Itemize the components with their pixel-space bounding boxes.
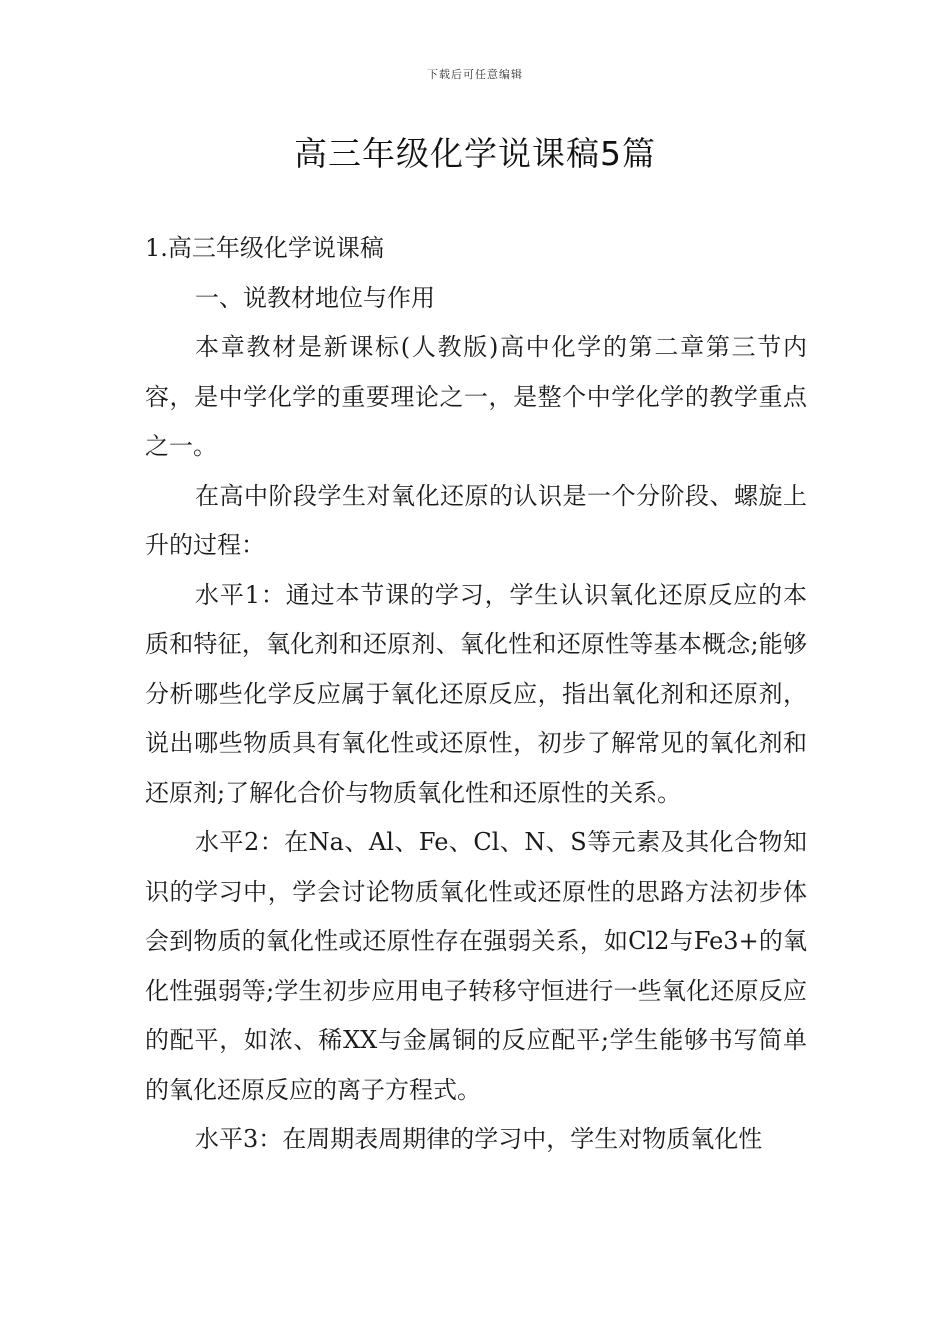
paragraph: 水平1：通过本节课的学习，学生认识氧化还原反应的本质和特征，氧化剂和还原剂、氧化性和还原性等基本概念;能够分析哪些化学反应属于氧化还原反应，指出氧化剂和还原剂，说出哪些物质具有氧化性或还原性，初步了解常见的氧化剂和还原剂;了解化合价与物质氧化性和还原性的关系。 xyxy=(145,580,807,807)
section-heading: 1.高三年级化学说课稿 xyxy=(145,234,384,262)
paragraph: 本章教材是新课标(人教版)高中化学的第二章第三节内容，是中学化学的重要理论之一，是整个中学化学的教学重点之一。 xyxy=(145,333,807,460)
document-body xyxy=(145,224,807,1165)
paragraph: 水平2：在Na、Al、Fe、Cl、N、S等元素及其化合物知识的学习中，学会讨论物质氧化性或还原性的思路方法初步体会到物质的氧化性或还原性存在强弱关系，如Cl2与Fe3+的氧化性强弱等;学生初步应用电子转移守恒进行一些氧化还原反应的配平，如浓、稀XX与金属铜的反应配平;学生能够书写简单的氧化还原反应的离子方程式。 xyxy=(145,828,807,1104)
document-title: 高三年级化学说课稿5篇 xyxy=(294,134,656,173)
paragraph-subheading: 一、说教材地位与作用 xyxy=(195,283,435,312)
paragraph: 在高中阶段学生对氧化还原的认识是一个分阶段、螺旋上升的过程： xyxy=(145,481,807,559)
header-note: 下载后可任意编辑 xyxy=(427,68,523,81)
paragraph: 水平3：在周期表周期律的学习中，学生对物质氧化性 xyxy=(195,1125,763,1153)
